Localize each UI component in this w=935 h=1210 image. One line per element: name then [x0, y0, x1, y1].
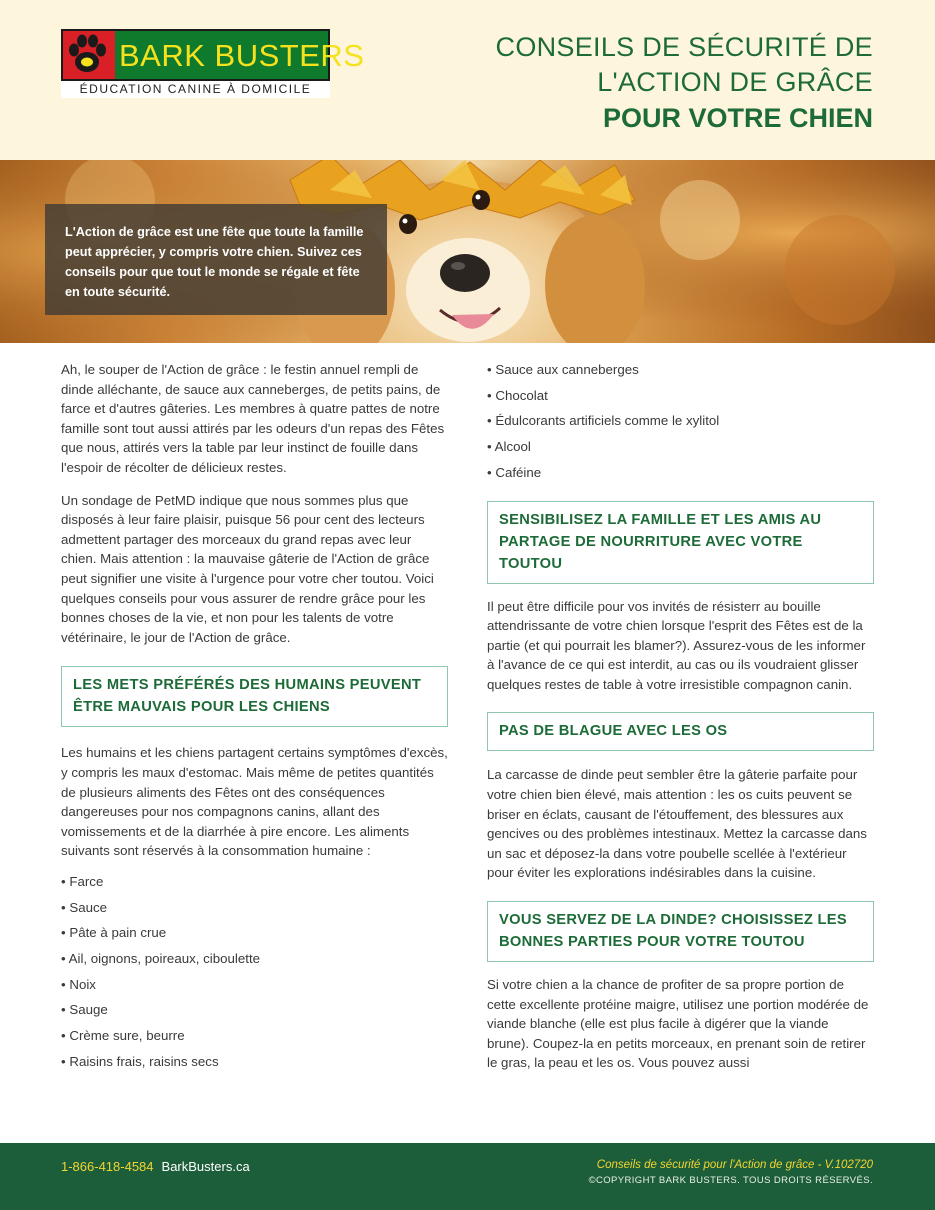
forbidden-foods-list-continued [487, 357, 874, 486]
list-item: • Crème sure, beurre [61, 1028, 185, 1044]
title-line-3: POUR VOTRE CHIEN [602, 103, 873, 133]
section-body-bones: La carcasse de dinde peut sembler être la gâterie parfaite pour votre chien bien élevé, mais attention : les os cuits peuvent se briser en éclats, causant de l'étouffement, des blessures aux gencives ou des problèmes intestinaux. Mettez la carcasse dans un sac et déposez-la dans votre poubelle scellée à l'extérieur pour éviter les explorations indésirables dans la cuisine. [487, 767, 867, 881]
list-item: • Caféine [487, 464, 542, 480]
copyright-notice: ©COPYRIGHT BARK BUSTERS. TOUS DROITS RÉSERVÉS. [588, 1175, 873, 1186]
paw-print-icon [63, 31, 115, 79]
section-body-turkey: Si votre chien a la chance de profiter de sa propre portion de cette excellente protéine maigre, utilisez une portion modérée de viande blanche (elle est plus facile à digérer que la viande brune). Coupez-la en petits morceaux, en prenant soin de retirer le gras, la peau et les os. Vous pouvez aussi [487, 977, 869, 1071]
phone-link[interactable]: 1-866-418-4584 [61, 1159, 154, 1174]
intro-paragraph-2: Un sondage de PetMD indique que nous sommes plus que disposés à leur faire plaisir, puisque 56 pour cent des lecteurs admettent partager des morceaux du grand repas avec leur chien. Mais attention : la mauvaise gâterie de l'Action de grâce peut signifier une visite à l'urgence pour votre cher toutou. Voici quelques conseils pour vous assurer de rendre grâce pour les bonnes choses de la vie, et non pour les talents de votre vétérinaire, le jour de l'Action de grâce. [61, 492, 434, 645]
list-item: • Ail, oignons, poireaux, ciboulette [61, 950, 261, 966]
hero-banner [0, 160, 935, 343]
list-item: • Noix [61, 976, 96, 992]
bark-busters-logo[interactable] [61, 29, 365, 98]
list-item: • Sauce aux canneberges [487, 362, 639, 377]
list-item: • Édulcorants artificiels comme le xylitol [487, 413, 720, 429]
section-heading-bones: PAS DE BLAGUE AVEC LES OS [487, 712, 874, 751]
footer [0, 1143, 935, 1210]
page-title [433, 30, 873, 136]
section-body-human-foods: Les humains et les chiens partagent certains symptômes d'excès, y compris les maux d'estomac. Mais même de petites quantités de plusieurs aliments des Fêtes ont des conséquences dangereuses pour nos compagnons canins, allant des vomissements et de la diarrhée à pire encore. Les aliments suivants sont réservés à la consommation humaine : [61, 745, 448, 859]
left-column [61, 360, 448, 1075]
website-link[interactable]: BarkBusters.ca [161, 1159, 250, 1174]
logo-banner [61, 29, 365, 81]
section-heading-turkey: VOUS SERVEZ DE LA DINDE? CHOISISSEZ LES BONNES PARTIES POUR VOTRE TOUTOU [487, 901, 874, 962]
document-label: Conseils de sécurité pour l'Action de grâce - V.102720 [596, 1159, 873, 1171]
footer-contact [61, 1158, 250, 1176]
list-item: • Farce [61, 873, 104, 889]
right-column [487, 357, 874, 1086]
header-band [0, 0, 935, 160]
logo-tagline: ÉDUCATION CANINE À DOMICILE [61, 81, 330, 98]
intro-paragraph-1: Ah, le souper de l'Action de grâce : le festin annuel rempli de dinde alléchante, de sauce aux canneberges, de petits pains, de farce et d'autres gâteries. Les membres à quatre pattes de notre famille sont tout aussi attirés par les odeurs d'un repas des Fêtes que nous, attirés vers la table par leur instinct de fouille dans l'espoir de récolter de délicieux restes. [61, 362, 445, 475]
list-item: • Chocolat [487, 387, 548, 403]
list-item: • Alcool [487, 439, 531, 455]
section-body-family-awareness: Il peut être difficile pour vos invités de résisterr au bouille attendrissante de votre chien lorsque l'esprit des Fêtes est de la partie (et qui pourrait les blamer?). Assurez-vous de les informer à l'avance de ce qui est interdit, au cas ou ils voudraient glisser quelques restes de table à votre irresistible compagnon canin. [487, 598, 866, 692]
forbidden-foods-list [61, 869, 448, 1075]
list-item: • Pâte à pain crue [61, 925, 167, 941]
section-heading-human-foods: LES METS PRÉFÉRÉS DES HUMAINS PEUVENT ÊTRE MAUVAIS POUR LES CHIENS [61, 666, 448, 727]
title-line-1: CONSEILS DE SÉCURITÉ DE [495, 32, 873, 62]
list-item: • Sauge [61, 1002, 108, 1018]
section-heading-family-awareness: SENSIBILISEZ LA FAMILLE ET LES AMIS AU PARTAGE DE NOURRITURE AVEC VOTRE TOUTOU [487, 501, 874, 584]
logo-wordmark: BARK BUSTERS [119, 38, 365, 73]
footer-document-info [589, 1157, 873, 1188]
title-line-2: L'ACTION DE GRÂCE [597, 67, 873, 97]
hero-caption: L'Action de grâce est une fête que toute la famille peut apprécier, y compris votre chien. Suivez ces conseils pour que tout le monde se régale et fête en toute sécurité. [45, 204, 387, 315]
list-item: • Raisins frais, raisins secs [61, 1053, 219, 1069]
list-item: • Sauce [61, 899, 108, 915]
